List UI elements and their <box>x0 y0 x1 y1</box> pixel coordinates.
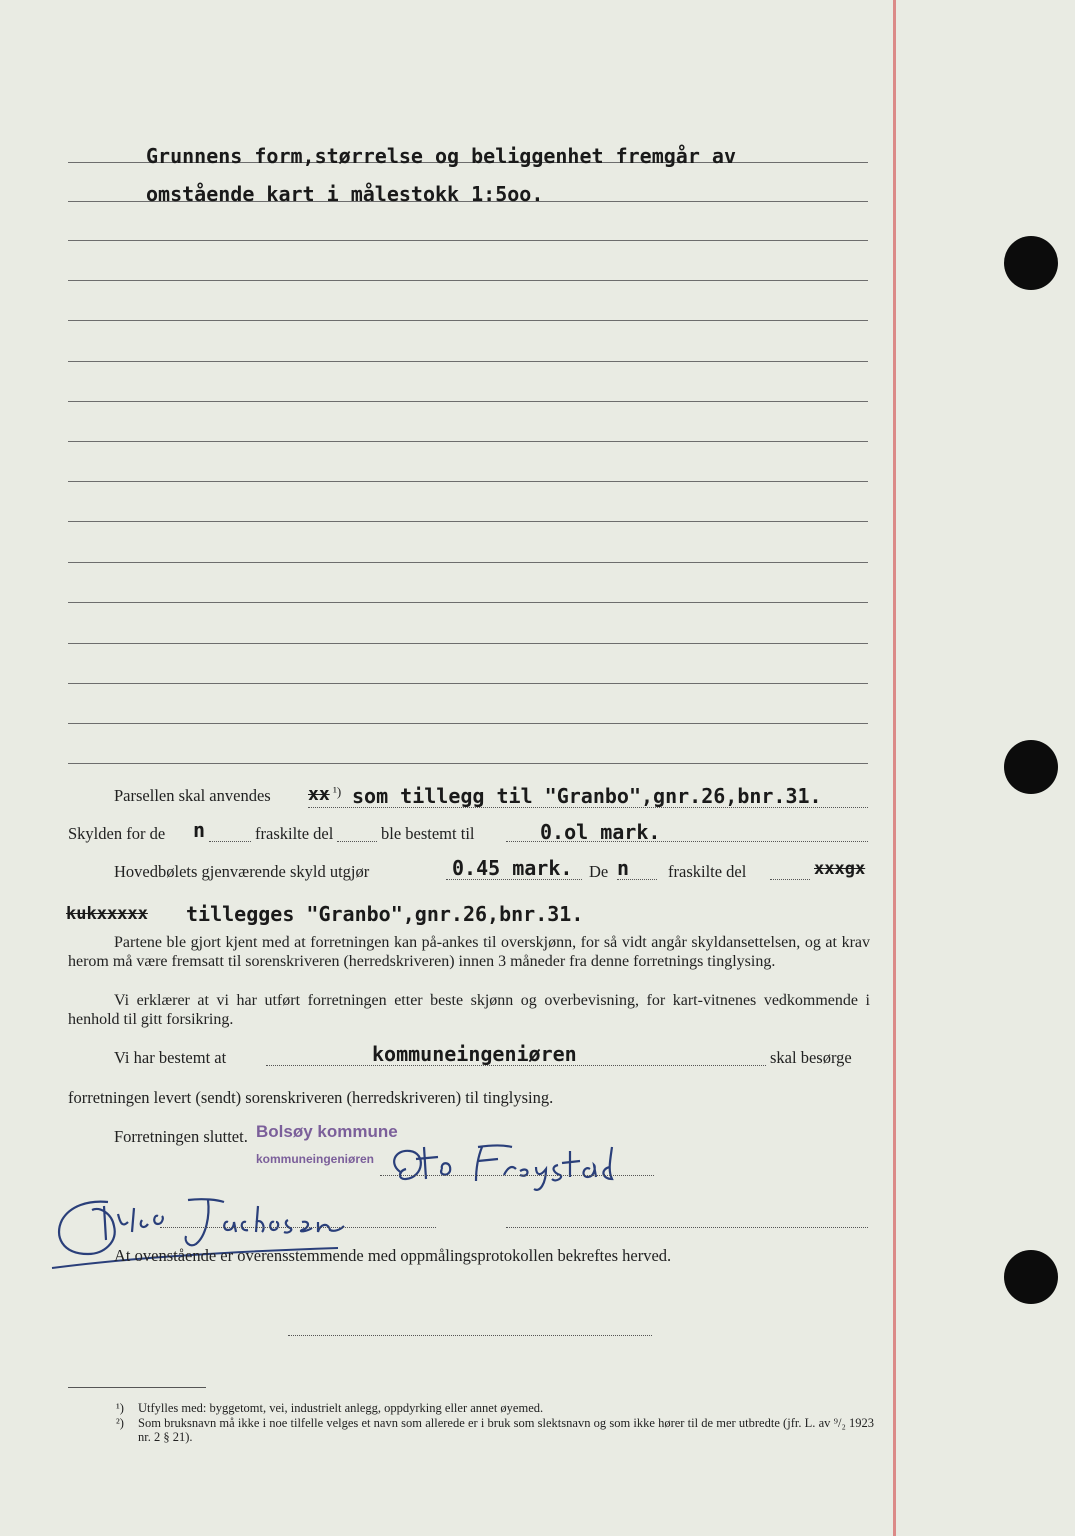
margin-line <box>893 0 896 1536</box>
parsell-struck: xx <box>308 784 330 805</box>
skyld-dots2 <box>337 840 377 842</box>
footnote-1-mark: ¹) <box>116 1401 124 1415</box>
parsell-note-ref: ¹) <box>333 784 342 799</box>
hovedbol-dots3 <box>770 878 810 880</box>
signature-freystad <box>380 1135 660 1195</box>
signature-line-1 <box>380 1174 654 1176</box>
municipality-stamp-name: Bolsøy kommune <box>256 1122 398 1141</box>
hovedbol-label3: fraskilte del <box>668 862 747 881</box>
hovedbol-dots1 <box>446 878 582 880</box>
levert-line: forretningen levert (sendt) sorenskriveren (herredskriveren) til tinglysing. <box>68 1088 554 1107</box>
hovedbol-dots2 <box>617 878 657 880</box>
attest-signature-line <box>288 1334 652 1336</box>
bestemt-tail: skal besørge <box>770 1048 852 1067</box>
skyld-fill-n: n <box>193 818 206 842</box>
ruled-line <box>68 763 868 764</box>
hovedbol-struck-start: kukxxxxx <box>66 904 148 924</box>
footnote-rule <box>68 1387 206 1388</box>
ruled-line <box>68 643 868 644</box>
ruled-line <box>68 683 868 684</box>
hovedbol-value: 0.45 mark. <box>452 856 573 880</box>
bestemt-value: kommuneingeniøren <box>372 1042 577 1066</box>
hovedbol-label2: De <box>589 862 609 881</box>
typed-intro-line2: omstående kart i målestokk 1:5oo. <box>146 182 544 206</box>
ruled-line <box>68 280 868 281</box>
skyld-label1: Skylden for de <box>68 824 166 843</box>
ruled-line <box>68 602 868 603</box>
footnote-2-mark: ²) <box>116 1416 124 1430</box>
skyld-dots1 <box>209 840 251 842</box>
punch-hole-top <box>1004 236 1058 290</box>
skyld-label3: ble bestemt til <box>381 824 475 843</box>
typed-intro-line1: Grunnens form,størrelse og beliggenhet fremgår av <box>146 144 737 168</box>
ruled-line <box>68 320 868 321</box>
signature-line-3 <box>506 1226 868 1228</box>
ruled-line <box>68 361 868 362</box>
hovedbol-fill-n: n <box>617 856 630 880</box>
hovedbol-struck-end: xxxgx <box>814 859 866 879</box>
ruled-line <box>68 723 868 724</box>
municipality-stamp-title: kommuneingeniøren <box>256 1152 375 1166</box>
punch-hole-middle <box>1004 740 1058 794</box>
ruled-line <box>68 521 868 522</box>
hovedbol-label1: Hovedbølets gjenværende skyld utgjør <box>114 862 370 881</box>
ruled-line <box>68 481 868 482</box>
ruled-line <box>68 441 868 442</box>
footnote-2: Som bruksnavn må ikke i noe tilfelle velges et navn som allerede er i bruk som slektsnavn og som ikke hører til de mer utbredte (jfr. L. av ⁹/₂ 1923 nr. 2 § 21). <box>138 1416 874 1444</box>
parsell-value: som tillegg til "Granbo",gnr.26,bnr.31. <box>352 784 822 808</box>
parsell-fill-line <box>308 806 868 808</box>
skyld-label2: fraskilte del <box>255 824 334 843</box>
ruled-line <box>68 401 868 402</box>
punch-hole-bottom <box>1004 1250 1058 1304</box>
ruled-line <box>68 240 868 241</box>
footnote-1: Utfylles med: byggetomt, vei, industrielt anlegg, oppdyrking eller annet øyemed. <box>138 1401 544 1415</box>
hovedbol-value2: tillegges "Granbo",gnr.26,bnr.31. <box>186 902 584 926</box>
ruled-line <box>68 562 868 563</box>
signature-line-2 <box>160 1226 436 1228</box>
paragraph-declaration: Vi erklærer at vi har utført forretningen etter beste skjønn og overbevisning, for kart-vitnenes vedkommende i henhold til gitt forsikring. <box>68 992 870 1028</box>
sluttet-label: Forretningen sluttet. <box>114 1127 248 1146</box>
parsell-label: Parsellen skal anvendes <box>114 786 271 805</box>
bestemt-label: Vi har bestemt at <box>114 1048 227 1067</box>
skyld-value: 0.ol mark. <box>540 820 661 844</box>
attest-line: At ovenstående er overensstemmende med oppmålingsprotokollen bekreftes herved. <box>114 1246 672 1265</box>
paragraph-appeal: Partene ble gjort kjent med at forretningen kan på-ankes til overskjønn, for så vidt angår skyldansettelsen, og at krav herom må være fremsatt til sorenskriveren (herredskriveren) innen 3 måneder fra denne forretnings tinglysing. <box>68 934 870 970</box>
